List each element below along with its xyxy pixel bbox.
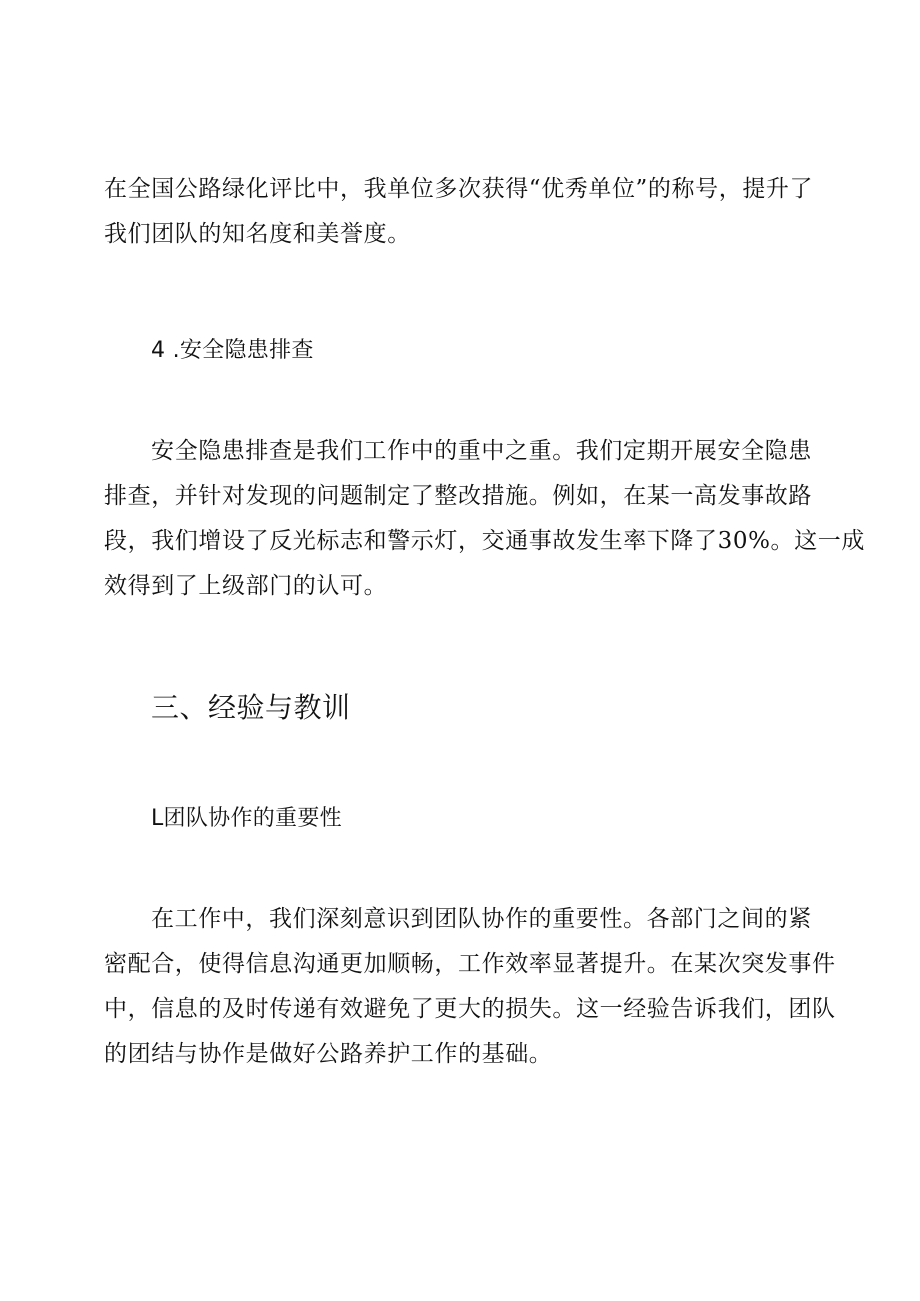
section-heading-safety-inspection: 4 .安全隐患排查 xyxy=(151,338,314,363)
paragraph-line: 排查，并针对发现的问题制定了整改措施。例如，在某一高发事故路 xyxy=(104,483,812,509)
safety-inspection-paragraph xyxy=(104,429,865,609)
paragraph-line: 我们团队的知名度和美誉度。 xyxy=(104,221,411,247)
paragraph-line: 的团结与协作是做好公路养护工作的基础。 xyxy=(104,1041,553,1067)
chapter-heading-lessons: 三、经验与教训 xyxy=(151,691,351,724)
teamwork-paragraph xyxy=(104,897,836,1077)
subsection-heading-teamwork: L团队协作的重要性 xyxy=(151,806,342,831)
paragraph-line: 密配合，使得信息沟通更加顺畅，工作效率显著提升。在某次突发事件 xyxy=(104,951,836,977)
intro-paragraph xyxy=(104,167,820,257)
paragraph-line: 在工作中，我们深刻意识到团队协作的重要性。各部门之间的紧 xyxy=(151,906,812,932)
paragraph-line: 效得到了上级部门的认可。 xyxy=(104,573,388,599)
paragraph-line: 安全隐患排查是我们工作中的重中之重。我们定期开展安全隐患 xyxy=(151,438,812,464)
paragraph-line: 中，信息的及时传递有效避免了更大的损失。这一经验告诉我们，团队 xyxy=(104,996,836,1022)
paragraph-line: 在全国公路绿化评比中，我单位多次获得“优秀单位”的称号，提升了 xyxy=(104,176,814,202)
paragraph-line: 段，我们增设了反光标志和警示灯，交通事故发生率下降了30%。这一成 xyxy=(104,528,865,554)
